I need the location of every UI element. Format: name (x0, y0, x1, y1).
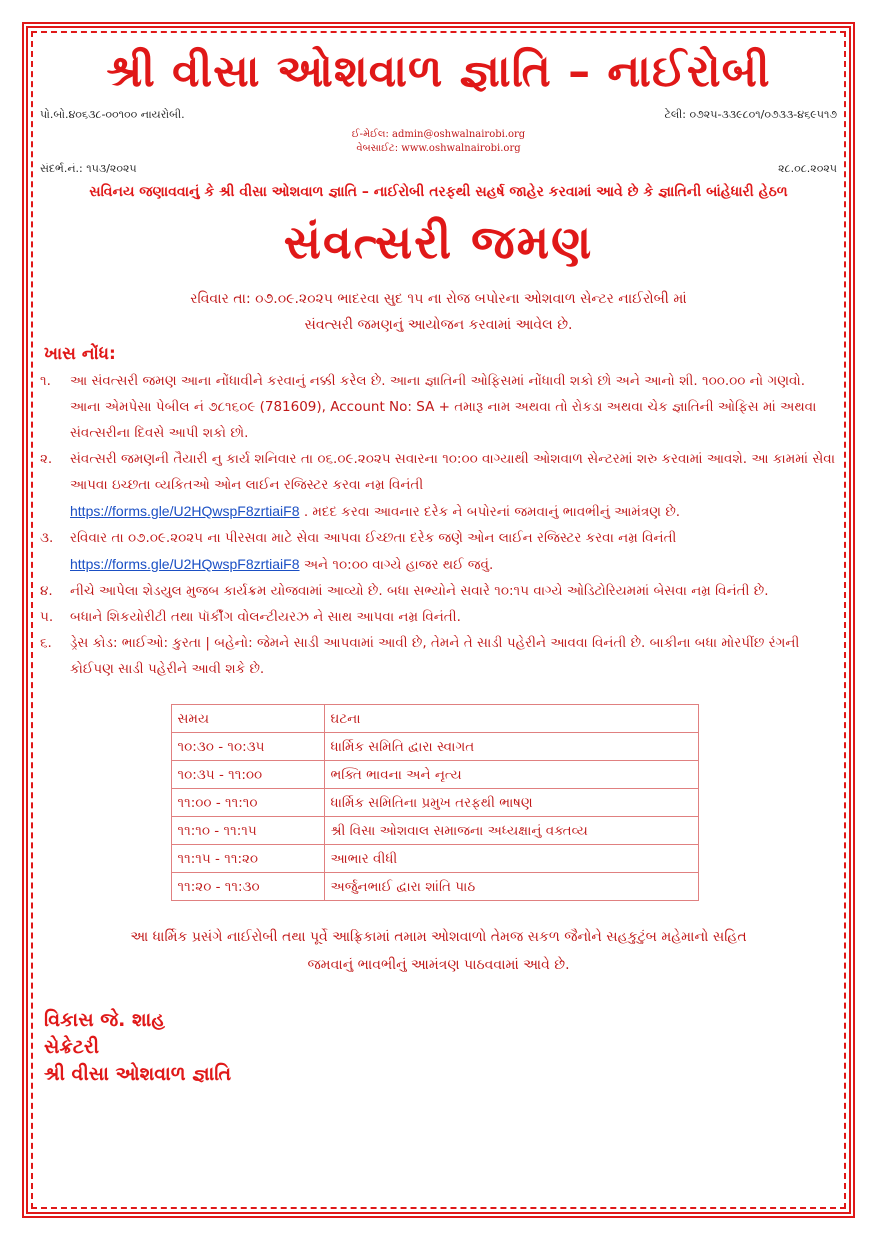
table-row (171, 733, 698, 761)
org-title: શ્રી વીસા ઓશવાળ જ્ઞાતિ – નાઈરોબી (106, 46, 771, 97)
notes-list (40, 368, 837, 682)
registration-link[interactable]: https://forms.gle/U2HQwspF8zrtiaiF8 (70, 503, 300, 519)
registration-link[interactable]: https://forms.gle/U2HQwspF8zrtiaiF8 (70, 556, 300, 572)
note-number: ૧. (40, 373, 51, 389)
email-line (40, 128, 837, 142)
note-text: બધાને શિકયોરીટી તથા પૉર્કીંગ વોલન્ટીયરઝ ને સાથ આપવા નમ્ર વિનંતી. (70, 609, 461, 625)
notes-heading: ખાસ નોંધ: (44, 344, 116, 364)
time-cell: ૧૧:૧૫ - ૧૧:૨૦ (171, 845, 324, 873)
event-cell: આભાર વીધી (324, 845, 698, 873)
announcement (40, 286, 837, 338)
time-cell: ૧૧:૦૦ - ૧૧:૧૦ (171, 789, 324, 817)
event-title: સંવત્સરી જમણ (283, 215, 594, 269)
note-text: ડ્રેસ કોડ: ભાઈઓ: કુરતા | બહેનો: જેમને સાડી આપવામાં આવી છે, તેમને તે સાડી પહેરીને આવવા વિનંતી છે. બાકીના બધા મોરપીંછ રંગની કોઈપણ સાડી પહેરીને આવી શકે છે. (70, 635, 800, 677)
note-item (40, 446, 837, 525)
reference-row (40, 162, 837, 176)
po-box: પો.બો.૪૦૬૩૮-૦૦૧૦૦ નાયરોબી. (40, 108, 185, 121)
signatory-role: સેક્રેટરી (44, 1036, 100, 1058)
phone-numbers: ટેલી: ૦૭૨૫-૩૩૯૮૦૧/૦૭૩૩-૪૬૯૫૧૭ (664, 108, 837, 121)
column-header-event: ઘટના (324, 705, 698, 733)
event-cell: ભક્તિ ભાવના અને નૃત્ય (324, 761, 698, 789)
signatory-org: શ્રી વીસા ઓશવાળ જ્ઞાતિ (44, 1063, 232, 1085)
time-cell: ૧૧:૧૦ - ૧૧:૧૫ (171, 817, 324, 845)
event-cell: ધાર્મિક સમિતિ દ્વારા સ્વાગત (324, 733, 698, 761)
website-line (40, 142, 837, 156)
closing-line: જમવાનું ભાવભીનું આમંત્રણ પાઠવવામાં આવે છે. (307, 957, 570, 973)
closing-text (40, 923, 837, 979)
signatory-name: વિકાસ જે. શાહ (44, 1009, 165, 1031)
note-item (40, 630, 837, 682)
event-cell: ધાર્મિક સમિતિના પ્રમુખ તરફથી ભાષણ (324, 789, 698, 817)
note-number: ૪. (40, 583, 53, 599)
time-cell: ૧૦:૩૦ - ૧૦:૩૫ (171, 733, 324, 761)
note-item (40, 604, 837, 630)
website-address[interactable]: www.oshwalnairobi.org (401, 143, 521, 154)
note-number: ૬. (40, 635, 52, 651)
note-item (40, 578, 837, 604)
email-address[interactable]: admin@oshwalnairobi.org (392, 129, 526, 140)
time-cell: ૧૦:૩૫ - ૧૧:૦૦ (171, 761, 324, 789)
note-text-part: અને ૧૦:૦૦ વાગ્યે હાજર થઈ જવું. (303, 557, 494, 573)
note-text-part: રવિવાર તા ૦૭.૦૯.૨૦૨૫ ના પીરસવા માટે સેવા આપવા ઈચ્છતા દરેક જણે ઓન લાઈન રજિસ્ટર કરવા નમ્ર વિનંતી (70, 530, 677, 546)
note-text-part: . મદદ કરવા આવનાર દરેક ને બપોરનાં જમવાનું ભાવભીનું આમંત્રણ છે. (303, 504, 681, 520)
address-row (40, 108, 837, 122)
closing-line: આ ધાર્મિક પ્રસંગે નાઈરોબી તથા પૂર્વે આફ્રિકામાં તમામ ઓશવાળો તેમજ સકળ જૈનોને સહકુટુંબ મહેમાનો સહિત (130, 929, 747, 945)
note-text (70, 446, 837, 525)
announcement-line: સંવત્સરી જમણનું આયોજન કરવામાં આવેલ છે. (304, 317, 573, 333)
time-cell: ૧૧:૨૦ - ૧૧:૩૦ (171, 873, 324, 901)
email-label: ઈ-મેઈલ: (351, 129, 389, 140)
signature-block (44, 1007, 837, 1088)
letter (40, 40, 837, 1088)
event-cell: અર્જુનભાઈ દ્વારા શાંતિ પાઠ (324, 873, 698, 901)
contact-block (40, 128, 837, 156)
table-row (171, 789, 698, 817)
letter-date: ૨૮.૦૮.૨૦૨૫ (778, 162, 837, 175)
table-row (171, 845, 698, 873)
reference-number: સંદર્ભ.નં.: ૧૫૩/૨૦૨૫ (40, 162, 137, 175)
column-header-time: સમય (171, 705, 324, 733)
note-item (40, 525, 837, 578)
note-number: ૩. (40, 530, 54, 546)
note-text: આ સંવત્સરી જમણ આના નોંધાવીને કરવાનું નક્કી કરેલ છે. આના જ્ઞાતિની ઓફિસમાં નોંધાવી શકો છો અને આનો શી. ૧૦૦.૦૦ નો ગણવો. આના એમપેસા પેબીલ નં ૭૮૧૬૦૯ (781609), Account No: SA + તમારૂ નામ અથવા તો રોકડા અથવા ચેક જ્ઞાતિની ઓફિસ માં અથવા સંવત્સરીના દિવસે આપી શકો છો. (70, 373, 817, 441)
note-number: ૨. (40, 451, 53, 467)
note-text: નીચે આપેલા શેડયુલ મુજબ કાર્યક્રમ યોજવામાં આવ્યો છે. બધા સભ્યોને સવારે ૧૦:૧૫ વાગ્યે ઓડિટોરિયમમાં બેસવા નમ્ર વિનંતી છે. (70, 583, 769, 599)
event-cell: શ્રી વિસા ઓશવાલ સમાજના અધ્યક્ષાનું વક્તવ્ય (324, 817, 698, 845)
note-text (70, 525, 837, 578)
schedule-table (171, 704, 699, 901)
table-row (171, 873, 698, 901)
intro-text: સવિનય જણાવવાનું કે શ્રી વીસા ઓશવાળ જ્ઞાતિ – નાઈરોબી તરફથી સહર્ષ જાહેર કરવામાં આવે છે કે જ્ઞાતિની બાંહેધારી હેઠળ (89, 184, 788, 200)
note-item (40, 368, 837, 446)
note-text-part: સંવત્સરી જમણની તૈયારી નુ કાર્ય શનિવાર તા ૦૬.૦૯.૨૦૨૫ સવારના ૧૦:૦૦ વાગ્યાથી ઓશવાળ સેન્ટરમાં શરુ કરવામાં આવશે. આ કામમાં સેવા આપવા ઇચ્છતા વ્યકિતઓ ઓન લાઈન રજિસ્ટર કરવા નમ્ર વિનંતી (70, 451, 836, 493)
table-row (171, 761, 698, 789)
table-row (171, 817, 698, 845)
schedule-wrapper (40, 704, 837, 901)
note-number: ૫. (40, 609, 54, 625)
table-header-row (171, 705, 698, 733)
announcement-line: રવિવાર તા: ૦૭.૦૯.૨૦૨૫ ભાદરવા સુદ ૧૫ ના રોજ બપોરના ઓશવાળ સેન્ટર નાઈરોબી માં (190, 291, 687, 307)
website-label: વેબસાઈટ: (356, 143, 399, 154)
